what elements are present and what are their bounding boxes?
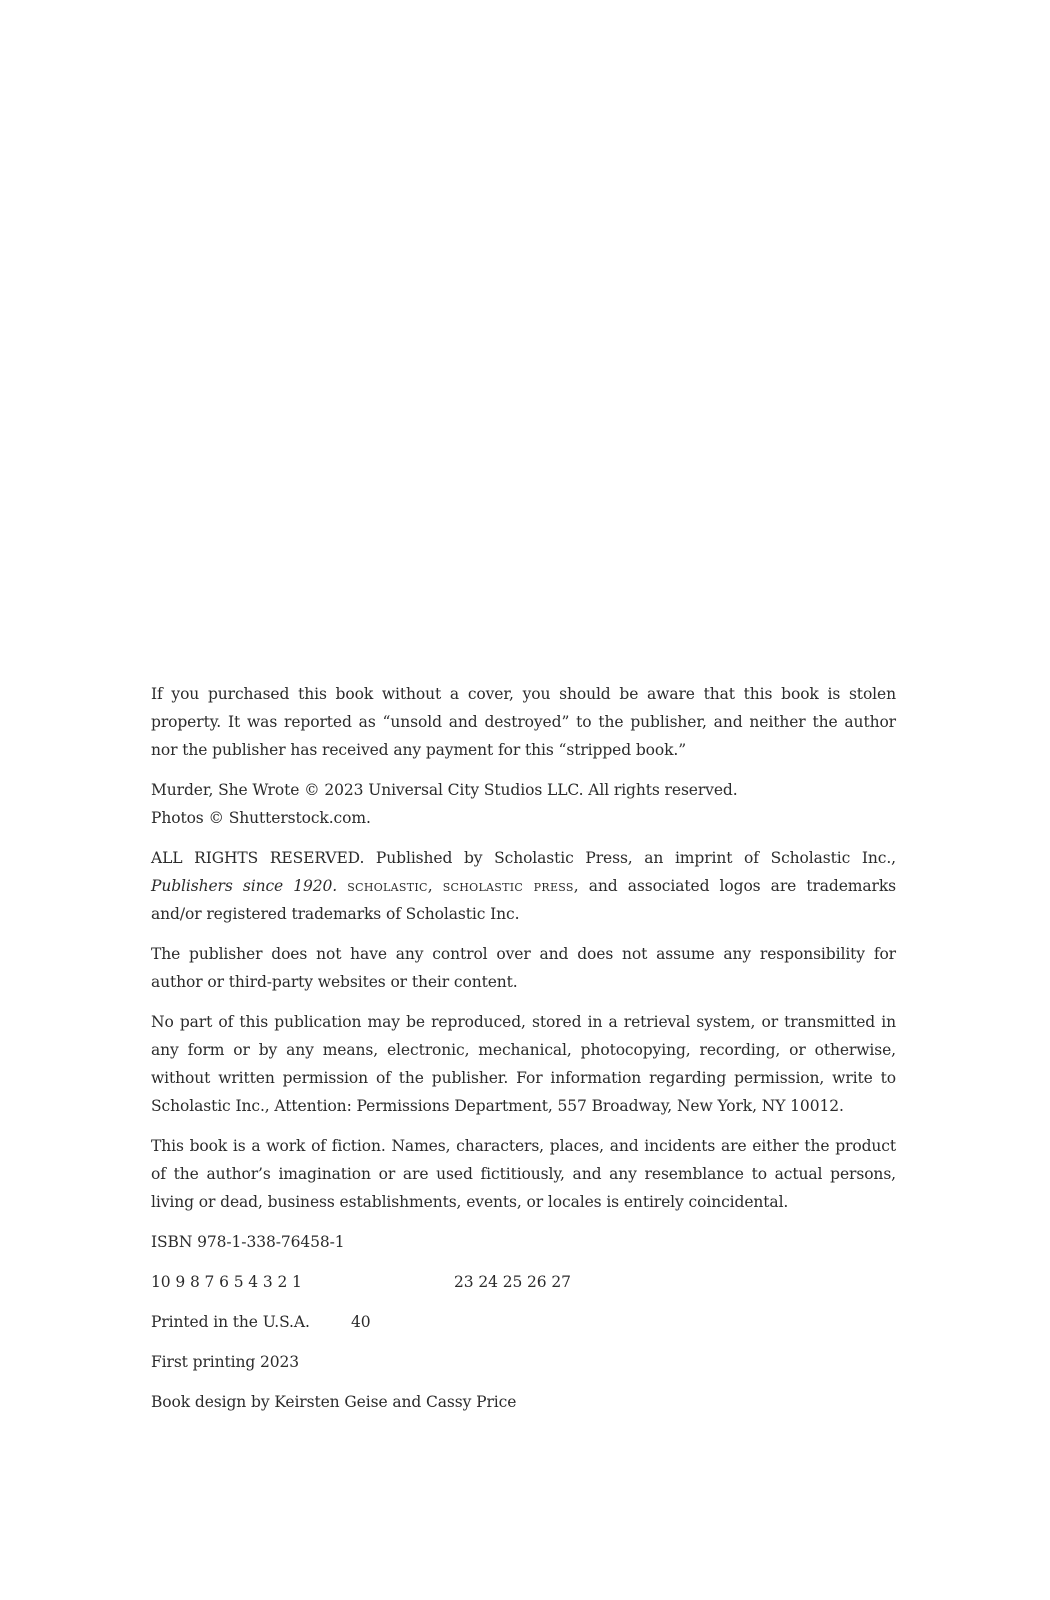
rights-text-part2: , and associated logos are trademarks and/or registered trademarks of Scholastic Inc. [151, 877, 897, 923]
printed-in-row [151, 1308, 896, 1336]
rights-comma: , [427, 877, 443, 895]
printing-numbers-row [151, 1268, 896, 1296]
isbn: ISBN 978-1-338-76458-1 [151, 1233, 345, 1251]
year-numbers: 23 24 25 26 27 [454, 1273, 571, 1291]
rights-reserved-notice [151, 844, 896, 928]
printed-in: Printed in the U.S.A. [151, 1313, 310, 1331]
publishers-since: Publishers since 1920. [151, 877, 338, 895]
copyright-text-block [151, 680, 896, 1428]
photos-credit: Photos © Shutterstock.com. [151, 809, 371, 827]
stripped-book-notice: If you purchased this book without a cover, you should be aware that this book is stolen property. It was reported as “unsold and destroyed” to the publisher, and neither the author nor the publisher has received any payment for this “stripped book.” [151, 685, 896, 759]
websites-notice: The publisher does not have any control over and does not assume any responsibility for author or third-party websites or their content. [151, 945, 896, 991]
trademark-scholastic: scholastic [347, 877, 428, 895]
rights-text-part1: ALL RIGHTS RESERVED. Published by Scholastic Press, an imprint of Scholastic Inc., [151, 849, 896, 867]
reproduction-notice: No part of this publication may be reproduced, stored in a retrieval system, or transmitted in any form or by any means, electronic, mechanical, photocopying, recording, or otherwise, without written permission of the publisher. For information regarding permission, write to Scholastic Inc., Attention: Permissions Department, 557 Broadway, New York, NY 10012. [151, 1013, 896, 1115]
copyright-statement [151, 776, 896, 832]
trademark-scholastic-press: scholastic press [442, 877, 574, 895]
fiction-notice: This book is a work of fiction. Names, characters, places, and incidents are either the product of the author’s imagination or are used fictitiously, and any resemblance to actual persons, living or dead, business establishments, events, or locales is entirely coincidental. [151, 1137, 896, 1211]
copyright-line: Murder, She Wrote © 2023 Universal City Studios LLC. All rights reserved. [151, 781, 738, 799]
print-run-numbers: 10 9 8 7 6 5 4 3 2 1 [151, 1273, 302, 1291]
first-printing: First printing 2023 [151, 1353, 300, 1371]
printer-code: 40 [351, 1313, 371, 1331]
rights-space [337, 877, 347, 895]
book-design-credit: Book design by Keirsten Geise and Cassy Price [151, 1393, 517, 1411]
